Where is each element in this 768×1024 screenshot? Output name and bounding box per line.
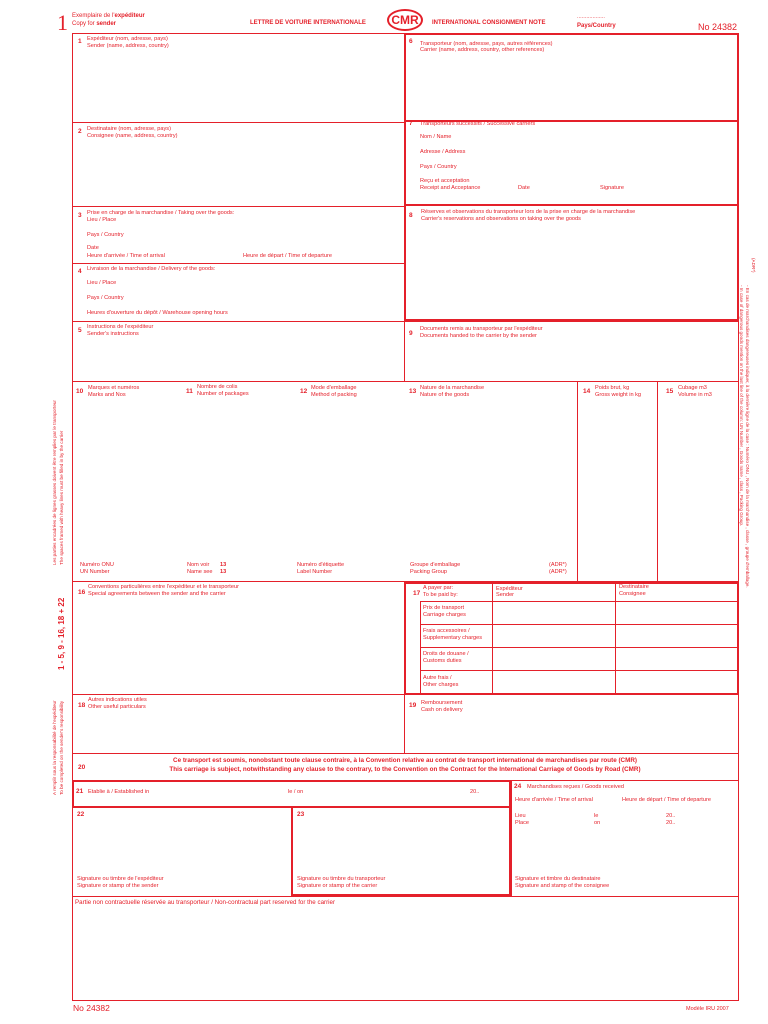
- divider-2-3: [72, 206, 404, 207]
- box-10-number: 10: [76, 388, 84, 395]
- box-1-number: 1: [78, 38, 82, 45]
- divider-3-4: [72, 263, 404, 264]
- box-6-number: 6: [409, 38, 413, 45]
- box-3-line2: Lieu / Place: [87, 217, 117, 223]
- adr-mark-2: (ADR*): [549, 569, 567, 575]
- box-7-line1: Transporteurs successifs / Successive carriers: [420, 121, 536, 127]
- box-24-label-en: Signature and stamp of the consignee: [515, 883, 610, 889]
- box-24-place: Place: [515, 820, 529, 826]
- box-17-row-4-en: Other charges: [423, 682, 459, 688]
- adr-mark-1: (ADR*): [549, 562, 567, 568]
- box-6-label-en: Carrier (name, address, country, other references): [420, 47, 545, 53]
- margin-right-note-en: - In case of dangerous goods mention on the last line of the column: UN Number , Goods name , class , Packing Group.: [739, 285, 744, 527]
- b17-row-line-2: [420, 624, 739, 625]
- box-21-year: 20..: [470, 789, 480, 795]
- margin-left-resp-en: To be completed on the sender's responsibility: [59, 700, 64, 795]
- name-see-num-1: 13: [220, 562, 227, 568]
- box-7-date: Date: [518, 185, 530, 191]
- box-18-label-fr: Autres indications utiles: [88, 697, 147, 703]
- box-17-row-2-en: Supplementary charges: [423, 635, 483, 641]
- box-17-row-3-fr: Droits de douane /: [423, 651, 469, 657]
- box-1-label-fr: Expéditeur (nom, adresse, pays): [87, 36, 168, 42]
- box-2-label-en: Consignee (name, address, country): [87, 133, 178, 139]
- divider-24: [511, 780, 512, 896]
- box-20-clause-fr: Ce transport est soumis, nonobstant toute clause contraire, à la Convention relative au contrat de transport international de marchandises par route (CMR): [173, 757, 637, 764]
- box-24-year-2: 20..: [666, 820, 676, 826]
- box-16-label-en: Special agreements between the sender and the carrier: [88, 591, 226, 597]
- cmr-logo-text: CMR: [391, 13, 419, 27]
- box-23-label-fr: Signature ou timbre du transporteur: [297, 876, 386, 882]
- packing-group-en: Packing Group: [410, 569, 448, 575]
- b17-row-line-4: [420, 670, 739, 671]
- box-3-line5: Heure d'arrivée / Time of arrival: [87, 253, 165, 259]
- box-24-year-1: 20..: [666, 813, 676, 819]
- box-12-label-en: Method of packing: [311, 392, 357, 398]
- box-17-consignee-fr: Destinataire: [619, 584, 649, 590]
- box-13-label-en: Nature of the goods: [420, 392, 470, 398]
- divider-18-20: [72, 753, 739, 754]
- box-7-signature: Signature: [600, 185, 624, 191]
- box-16-number: 16: [78, 589, 86, 596]
- box-19-number: 19: [409, 702, 417, 709]
- label-number-fr: Numéro d'étiquette: [297, 562, 345, 568]
- box-12-label-fr: Mode d'emballage: [311, 385, 357, 391]
- divider-5-10: [72, 381, 739, 382]
- box-5-label-fr: Instructions de l'expéditeur: [87, 324, 154, 330]
- model-label: Modèle IRU 2007: [686, 1006, 729, 1012]
- title-fr: LETTRE DE VOITURE INTERNATIONALE: [250, 20, 366, 26]
- box-4-line4: Heures d'ouverture du dépôt / Warehouse opening hours: [87, 310, 228, 316]
- box-17-row-2-fr: Frais accessoires /: [423, 628, 470, 634]
- box-15-label-en: Volume in m3: [678, 392, 712, 398]
- box-8-number: 8: [409, 212, 413, 219]
- box-17-row-4-fr: Autre frais /: [423, 675, 452, 681]
- divider-4-5: [72, 321, 739, 322]
- divider-15: [657, 381, 658, 581]
- copy-label-fr: Exemplaire de l'expéditeur: [72, 13, 145, 19]
- country-label: Pays/Country: [577, 23, 616, 29]
- box-3-line1: Prise en charge de la marchandise / Taking over the goods:: [87, 210, 235, 216]
- name-see-en: Name see: [187, 569, 213, 575]
- box-24-on: on: [594, 820, 601, 826]
- box-11-label-en: Number of packages: [197, 391, 249, 397]
- box-13-number: 13: [409, 388, 417, 395]
- box-24-le: le: [594, 813, 599, 819]
- margin-right-adr: (ADR*): [751, 258, 756, 273]
- box-2-label-fr: Destinataire (nom, adresse, pays): [87, 126, 171, 132]
- box-22-label-fr: Signature ou timbre de l'expéditeur: [77, 876, 164, 882]
- box-17-row-3-en: Customs duties: [423, 658, 462, 664]
- box-15-number: 15: [666, 388, 674, 395]
- box-21-number: 21: [76, 788, 84, 795]
- box-14-label-en: Gross weight in kg: [595, 392, 642, 398]
- margin-right-note-fr: - En cas de marchandises dangereuses indiquer, à la dernière ligne de la case : Numéro ONU , Nom de la marchandise , classe , groupe d'emballage.: [745, 285, 750, 588]
- box-4-line3: Pays / Country: [87, 295, 124, 301]
- box-16-label-fr: Conventions particulières entre l'expéditeur et le transporteur: [88, 584, 239, 590]
- box-7-line2: Nom / Name: [420, 134, 452, 140]
- box-9-label-en: Documents handed to the carrier by the sender: [420, 333, 537, 339]
- box-22-label-en: Signature or stamp of the sender: [77, 883, 159, 889]
- un-number-fr: Numéro ONU: [80, 562, 114, 568]
- box-13-label-fr: Nature de la marchandise: [420, 385, 485, 391]
- name-see-fr: Nom voir: [187, 562, 210, 568]
- carrier-reserved-part: Partie non contractuelle réservée au transporteur / Non-contractual part reserved for the carrier: [75, 899, 336, 906]
- box-21-on: le / on: [288, 789, 304, 795]
- doc-number-top: No 24382: [698, 22, 738, 32]
- box-4-line1: Livraison de la marchandise / Delivery of the goods:: [87, 266, 216, 272]
- box-7-line4: Pays / Country: [420, 164, 457, 170]
- box-3-line6: Heure de départ / Time of departure: [243, 253, 332, 259]
- box-22-number: 22: [77, 811, 85, 818]
- cmr-logo: [387, 9, 423, 31]
- box-14-number: 14: [583, 388, 591, 395]
- box-1-label-en: Sender (name, address, country): [87, 43, 169, 49]
- box-12-number: 12: [300, 388, 308, 395]
- box-3-line4: Date: [87, 245, 99, 251]
- margin-left-range: 1 - 5, 9 - 16, 18 + 22: [57, 597, 66, 670]
- box-11-label-fr: Nombre de colis: [197, 384, 238, 390]
- box-2-number: 2: [78, 128, 82, 135]
- packing-group-fr: Groupe d'emballage: [410, 562, 461, 568]
- box-19-label-en: Cash on delivery: [421, 707, 463, 713]
- box-23-number: 23: [297, 811, 305, 818]
- box-7-frame: [404, 120, 739, 206]
- divider-1-2: [72, 122, 404, 123]
- doc-number-bottom: No 24382: [73, 1003, 110, 1013]
- box-14-label-fr: Poids brut, kg: [595, 385, 630, 391]
- b17-row-line-3: [420, 647, 739, 648]
- box-8-label-fr: Réserves et observations du transporteur lors de la prise en charge de la marchandise: [421, 209, 636, 215]
- box-15-label-fr: Cubage m3: [678, 385, 707, 391]
- margin-left-note-fr: Les parties encadrées de lignes grasses doivent être remplies par le transporteur: [52, 400, 57, 565]
- name-see-num-2: 13: [220, 569, 227, 575]
- box-7-line5: Reçu et acceptation: [420, 178, 470, 184]
- divider-14: [577, 381, 578, 581]
- box-5-label-en: Sender's instructions: [87, 331, 139, 337]
- box-17-row-1-fr: Prix de transport: [423, 605, 465, 611]
- label-number-en: Label Number: [297, 569, 333, 575]
- divider-22-carrier: [72, 896, 739, 897]
- b17-col-line-left: [420, 601, 421, 694]
- box-9-number: 9: [409, 330, 413, 337]
- box-24-title: Marchandises reçues / Goods received: [527, 784, 625, 790]
- box-17-row-1-en: Carriage charges: [423, 612, 466, 618]
- copy-number: 1: [57, 10, 68, 35]
- box-17-number: 17: [413, 590, 421, 597]
- box-23-label-en: Signature or stamp of the carrier: [297, 883, 378, 889]
- box-24-departure: Heure de départ / Time of departure: [622, 797, 711, 803]
- box-17-sender-en: Sender: [496, 592, 515, 598]
- box-20-clause-en: This carriage is subject, notwithstanding any clause to the contrary, to the Convention on the Contract for the International Carriage of Goods by Road (CMR): [169, 766, 641, 773]
- box-11-number: 11: [186, 388, 193, 395]
- country-dots: ..................: [577, 14, 605, 20]
- box-17-label-en: To be paid by:: [423, 592, 458, 598]
- box-3-line3: Pays / Country: [87, 232, 124, 238]
- box-7-line3: Adresse / Address: [420, 149, 466, 155]
- box-4-number: 4: [78, 268, 82, 275]
- b17-col-line-2: [615, 582, 616, 694]
- box-17-sender-fr: Expéditeur: [496, 586, 523, 592]
- box-19-label-fr: Remboursement: [421, 700, 463, 706]
- b17-row-line-1: [420, 601, 739, 602]
- box-18-number: 18: [78, 702, 86, 709]
- box-20-number: 20: [78, 764, 86, 771]
- box-17-label-fr: A payer par:: [423, 585, 454, 591]
- box-24-arrival: Heure d'arrivée / Time of arrival: [515, 797, 593, 803]
- box-5-number: 5: [78, 327, 82, 334]
- margin-left-resp-fr: A remplir sous la responsabilité de l'expéditeur: [52, 700, 57, 795]
- b17-col-line-1: [492, 582, 493, 694]
- margin-left-note-en: The spaces framed with heavy lines must be filled in by the carrier: [59, 430, 64, 565]
- copy-label-en: Copy for sender: [72, 21, 117, 27]
- box-17-consignee-en: Consignee: [619, 591, 646, 597]
- un-number-en: UN Number: [80, 569, 110, 575]
- box-7-number: 7: [409, 120, 413, 127]
- box-6-label-fr: Transporteur (nom, adresse, pays, autres références): [420, 41, 553, 47]
- box-4-line2: Lieu / Place: [87, 280, 117, 286]
- box-24-number: 24: [514, 783, 522, 790]
- box-10-label-fr: Marques et numéros: [88, 385, 140, 391]
- box-21-established: Etablie à / Established in: [88, 789, 150, 795]
- box-7-line6: Receipt and Acceptance: [420, 185, 481, 191]
- box-18-label-en: Other useful particulars: [88, 704, 146, 710]
- box-10-label-en: Marks and Nos: [88, 392, 126, 398]
- box-24-lieu: Lieu: [515, 813, 526, 819]
- box-9-label-fr: Documents remis au transporteur par l'expéditeur: [420, 326, 543, 332]
- box-24-label-fr: Signature et timbre du destinataire: [515, 876, 601, 882]
- box-8-label-en: Carrier's reservations and observations on taking over the goods: [421, 216, 581, 222]
- title-en: INTERNATIONAL CONSIGNMENT NOTE: [432, 20, 546, 26]
- box-3-number: 3: [78, 212, 82, 219]
